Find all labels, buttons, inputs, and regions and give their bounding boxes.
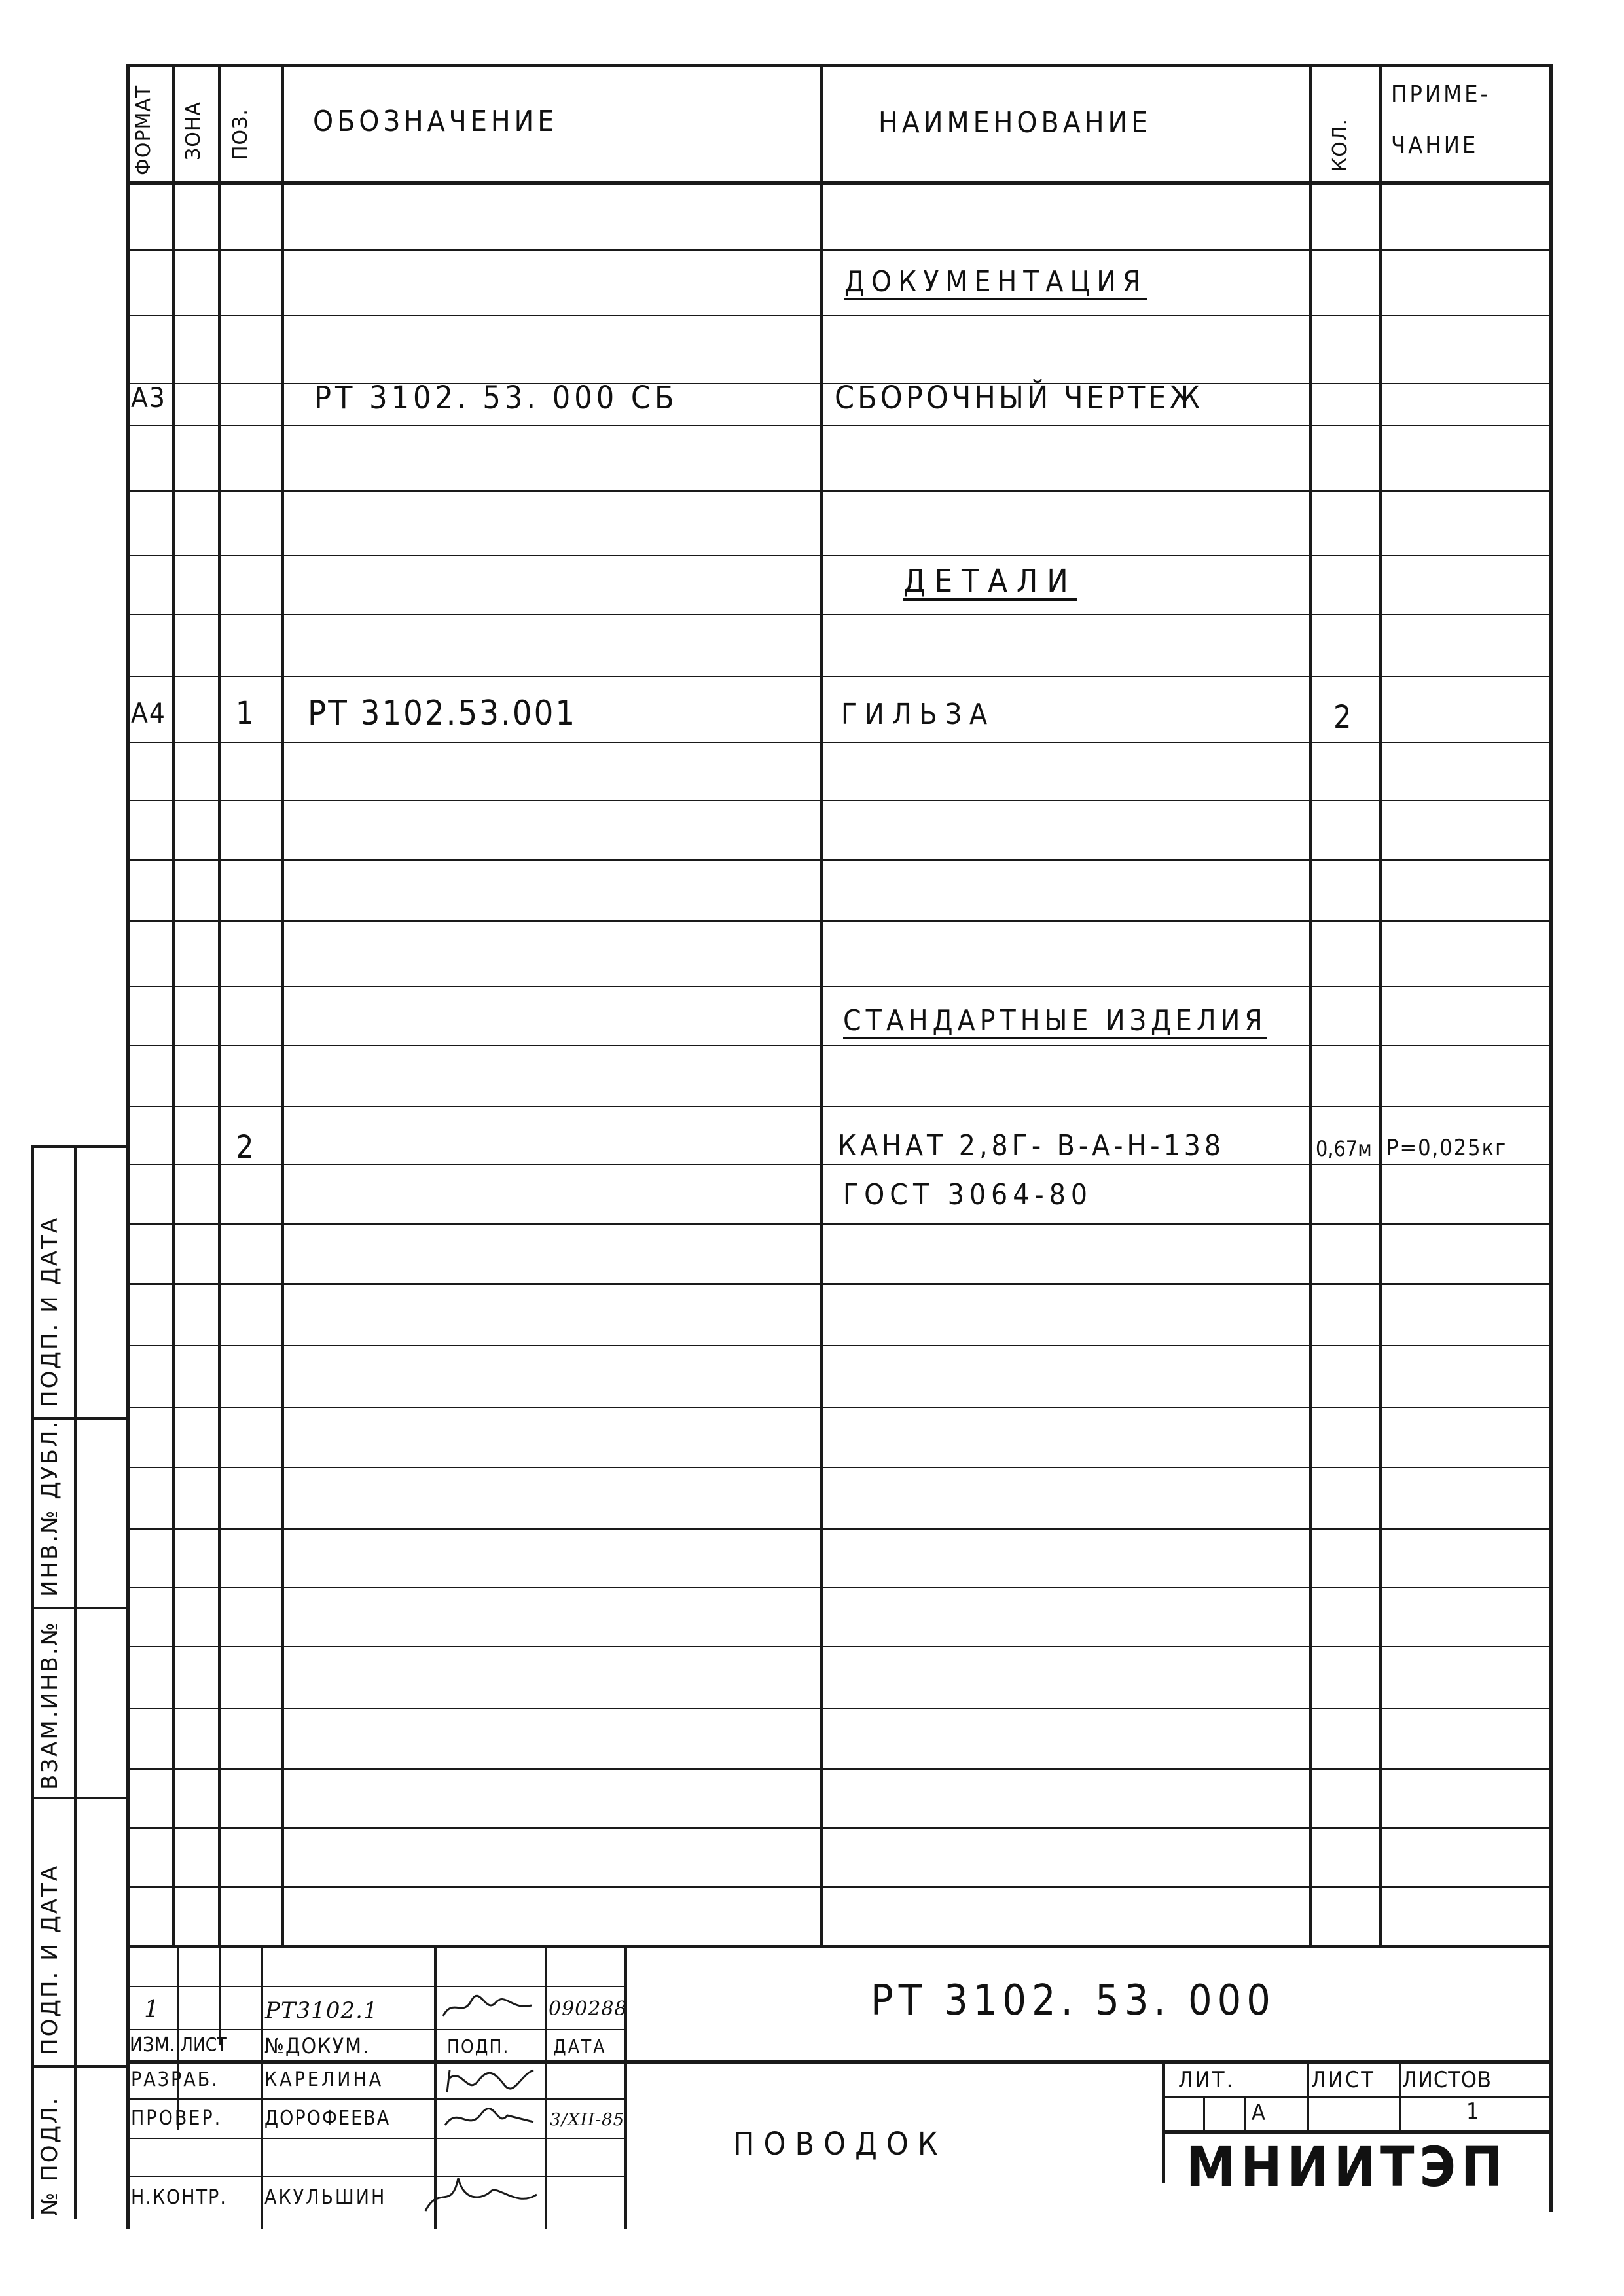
rev-date: 090288 <box>549 1998 628 2020</box>
tb-line-prover <box>126 2138 624 2139</box>
header-zone: ЗОНА <box>182 101 205 160</box>
name-razrab: КАРЕЛИНА <box>264 2068 384 2091</box>
tb-col-end <box>624 1947 627 2229</box>
frame-top-line <box>126 64 1553 67</box>
header-format: ФОРМАТ <box>132 84 155 175</box>
col-line-qty <box>1309 65 1312 1947</box>
label-izm: ИЗМ. <box>130 2034 175 2056</box>
header-designation: ОБОЗНАЧЕНИЕ <box>313 105 558 138</box>
col-line-designation <box>281 65 284 1947</box>
section-documentation: ДОКУМЕНТАЦИЯ <box>844 265 1147 298</box>
col-line-pos <box>218 65 221 1947</box>
header-pos: ПОЗ. <box>229 109 252 160</box>
product-name: ПОВОДОК <box>733 2126 947 2162</box>
part-pos: 1 <box>236 695 258 732</box>
label-sheet: ЛИСТ <box>1311 2067 1375 2093</box>
tb-col-lit3 <box>1244 2096 1246 2130</box>
doc-designation: РТ 3102. 53. 000 СБ <box>314 380 678 416</box>
std-name-line1: КАНАТ 2,8Г- В-А-Н-138 <box>838 1129 1225 1162</box>
name-nkontr: АКУЛЬШИН <box>264 2186 387 2209</box>
name-prover: ДОРОФЕЕВА <box>264 2107 391 2130</box>
label-data: ДАТА <box>553 2036 607 2057</box>
prover-signature <box>442 2102 540 2135</box>
tb-col-sheet <box>1307 2062 1309 2130</box>
label-list: ЛИСТ <box>181 2034 227 2055</box>
std-pos: 2 <box>236 1129 258 1166</box>
tb-col-data <box>545 1947 547 2229</box>
stamp-inv-dubl: ИНВ.№ ДУБЛ. <box>37 1419 63 1597</box>
role-prover: ПРОВЕР. <box>131 2107 223 2130</box>
header-bottom-line <box>126 181 1553 185</box>
role-razrab: РАЗРАБ. <box>131 2068 219 2091</box>
col-line-name <box>820 65 823 1947</box>
stamp-podp-data-2: ПОДП. И ДАТА <box>37 1863 63 2055</box>
label-ndokum: №ДОКУМ. <box>264 2034 370 2058</box>
organization: МНИИТЭП <box>1186 2135 1508 2199</box>
section-standard: СТАНДАРТНЫЕ ИЗДЕЛИЯ <box>843 1004 1267 1037</box>
std-name-line2: ГОСТ 3064-80 <box>843 1178 1093 1211</box>
header-note-line2: ЧАНИЕ <box>1391 132 1479 159</box>
tb-line-rev1 <box>126 1986 624 1987</box>
razrab-signature <box>442 2065 540 2098</box>
tb-line-labels <box>126 2060 1553 2064</box>
doc-format: А3 <box>131 382 166 414</box>
label-lit: ЛИТ. <box>1178 2067 1235 2093</box>
tb-line-rev2 <box>126 2029 624 2030</box>
stamp-inv-podl: № ПОДЛ. <box>37 2096 63 2215</box>
tb-col-sheets <box>1399 2062 1401 2130</box>
tb-col-ndokum <box>261 1947 263 2229</box>
role-nkontr: Н.КОНТР. <box>131 2186 227 2209</box>
header-note-line1: ПРИМЕ- <box>1391 81 1491 108</box>
frame-right-line <box>1549 65 1553 2212</box>
stamp-podp-data-1: ПОДП. И ДАТА <box>37 1215 63 1407</box>
label-podp: ПОДП. <box>447 2036 510 2057</box>
part-format: А4 <box>131 697 166 729</box>
title-block-top-line <box>126 1945 1553 1948</box>
header-qty: КОЛ. <box>1329 118 1352 171</box>
nkontr-signature <box>419 2172 543 2217</box>
part-designation: РТ 3102.53.001 <box>308 694 577 733</box>
header-name: НАИМЕНОВАНИЕ <box>878 106 1152 139</box>
lit-value: А <box>1252 2100 1269 2126</box>
tb-line-lit-labels <box>1162 2096 1553 2098</box>
std-note: Р=0,025кг <box>1386 1135 1507 1161</box>
tb-col-izm <box>177 1947 179 2130</box>
date-prover: 3/XII-85 <box>550 2110 625 2130</box>
tb-col-lit2 <box>1203 2096 1205 2130</box>
col-line-zone <box>172 65 175 1947</box>
doc-name: СБОРОЧНЫЙ ЧЕРТЕЖ <box>835 380 1204 416</box>
rev-number: 1 <box>144 1996 160 2023</box>
rev-document: РТ3102.1 <box>265 1998 378 2024</box>
document-designation: РТ 3102. 53. 000 <box>871 1977 1276 2025</box>
part-name: ГИЛЬЗА <box>841 698 996 731</box>
label-sheets: ЛИСТОВ <box>1402 2067 1492 2093</box>
col-line-note <box>1379 65 1382 1947</box>
tb-line-blank <box>126 2176 624 2177</box>
tb-line-razrab <box>126 2098 624 2100</box>
section-parts: ДЕТАЛИ <box>903 563 1077 600</box>
rev-signature <box>440 1991 538 2024</box>
tb-col-list <box>219 1947 221 2045</box>
stamp-vzam-inv: ВЗАМ.ИНВ.№ <box>37 1620 63 1790</box>
sheets-value: 1 <box>1466 2098 1483 2125</box>
part-qty: 2 <box>1333 699 1356 736</box>
std-qty: 0,67м <box>1316 1136 1372 1161</box>
tb-col-lit <box>1162 2062 1165 2183</box>
tb-line-lit-values <box>1162 2130 1553 2134</box>
